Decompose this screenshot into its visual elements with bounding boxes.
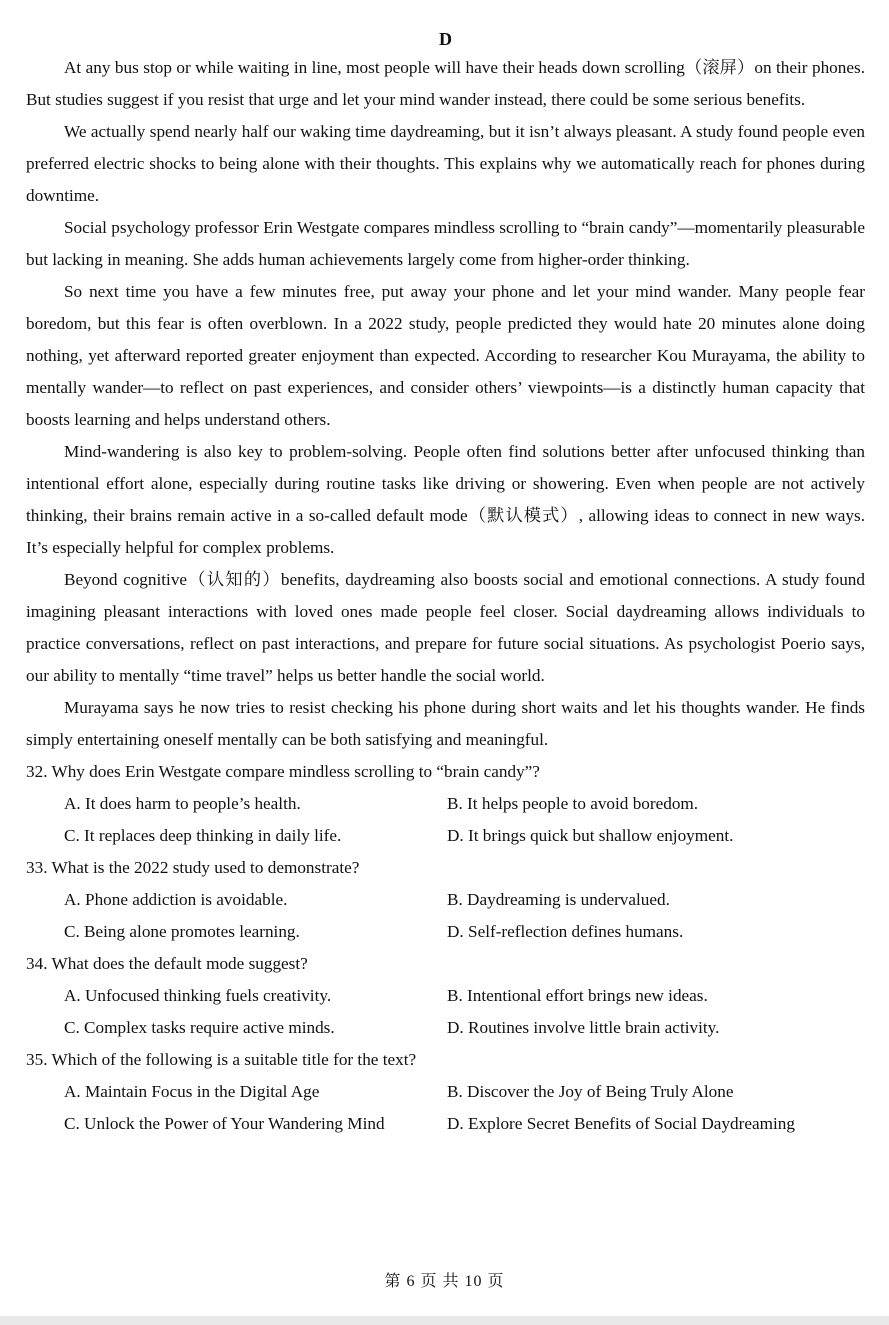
question-stem: 34. What does the default mode suggest? — [26, 954, 308, 973]
question-32 — [26, 756, 865, 852]
question-stem: 35. Which of the following is a suitable title for the text? — [26, 1050, 417, 1069]
option-b: B. Daydreaming is undervalued. — [447, 890, 670, 909]
option-b: B. Intentional effort brings new ideas. — [447, 986, 708, 1005]
question-stem: 32. Why does Erin Westgate compare mindless scrolling to “brain candy”? — [26, 762, 540, 781]
question-34 — [26, 948, 865, 1044]
option-a: A. Maintain Focus in the Digital Age — [64, 1082, 320, 1101]
passage-paragraph: We actually spend nearly half our waking time daydreaming, but it isn’t always pleasant. A study found people even preferred electric shocks to being alone with their thoughts. This explains why we automatically reach for phones during downtime. — [26, 122, 865, 205]
question-list — [26, 756, 865, 1140]
option-d: D. Routines involve little brain activity. — [447, 1018, 720, 1037]
question-35 — [26, 1044, 865, 1140]
passage-paragraph: Beyond cognitive（认知的）benefits, daydreaming also boosts social and emotional connections. A study found imagining pleasant interactions with loved ones made people feel closer. Social daydreaming allows individuals to practice conversations, reflect on past interactions, and prepare for future social situations. As psychologist Poerio says, our ability to mentally “time travel” helps us better handle the social world. — [26, 570, 865, 685]
passage-paragraph: Social psychology professor Erin Westgate compares mindless scrolling to “brain candy”—momentarily pleasurable but lacking in meaning. She adds human achievements largely come from higher-order thinking. — [26, 218, 865, 269]
option-b: B. It helps people to avoid boredom. — [447, 794, 699, 813]
question-33 — [26, 852, 865, 948]
option-c: C. Being alone promotes learning. — [64, 922, 300, 941]
question-stem: 33. What is the 2022 study used to demonstrate? — [26, 858, 360, 877]
passage-paragraph: So next time you have a few minutes free, put away your phone and let your mind wander. Many people fear boredom, but this fear is often overblown. In a 2022 study, people predicted they would hate 20 minutes alone doing nothing, yet afterward reported greater enjoyment than expected. According to researcher Kou Murayama, the ability to mentally wander—to reflect on past experiences, and consider others’ viewpoints—is a distinctly human capacity that boosts learning and helps understand others. — [26, 282, 865, 429]
option-c: C. Unlock the Power of Your Wandering Mind — [64, 1114, 385, 1133]
passage-paragraph: At any bus stop or while waiting in line, most people will have their heads down scrolling（滚屏）on their phones. But studies suggest if you resist that urge and let your mind wander instead, there could be some serious benefits. — [26, 58, 865, 109]
option-a: A. Unfocused thinking fuels creativity. — [64, 986, 332, 1005]
passage-paragraph: Murayama says he now tries to resist checking his phone during short waits and let his thoughts wander. He finds simply entertaining oneself mentally can be both satisfying and meaningful. — [26, 698, 865, 749]
option-d: D. Self-reflection defines humans. — [447, 922, 684, 941]
option-a: A. It does harm to people’s health. — [64, 794, 301, 813]
section-heading: D — [439, 29, 452, 49]
option-c: C. It replaces deep thinking in daily life. — [64, 826, 342, 845]
passage-paragraph: Mind-wandering is also key to problem-solving. People often find solutions better after unfocused thinking than intentional effort alone, especially during routine tasks like driving or showering. Even when people are not actively thinking, their brains remain active in a so-called default mode（默认模式）, allowing ideas to connect in new ways. It’s especially helpful for complex problems. — [26, 442, 865, 557]
option-c: C. Complex tasks require active minds. — [64, 1018, 335, 1037]
page-number-footer: 第 6 页 共 10 页 — [384, 1273, 505, 1290]
option-d: D. Explore Secret Benefits of Social Daydreaming — [447, 1114, 795, 1133]
option-a: A. Phone addiction is avoidable. — [64, 890, 288, 909]
option-d: D. It brings quick but shallow enjoyment. — [447, 826, 734, 845]
passage — [26, 52, 865, 756]
bottom-divider — [0, 1316, 889, 1325]
option-b: B. Discover the Joy of Being Truly Alone — [447, 1082, 734, 1101]
